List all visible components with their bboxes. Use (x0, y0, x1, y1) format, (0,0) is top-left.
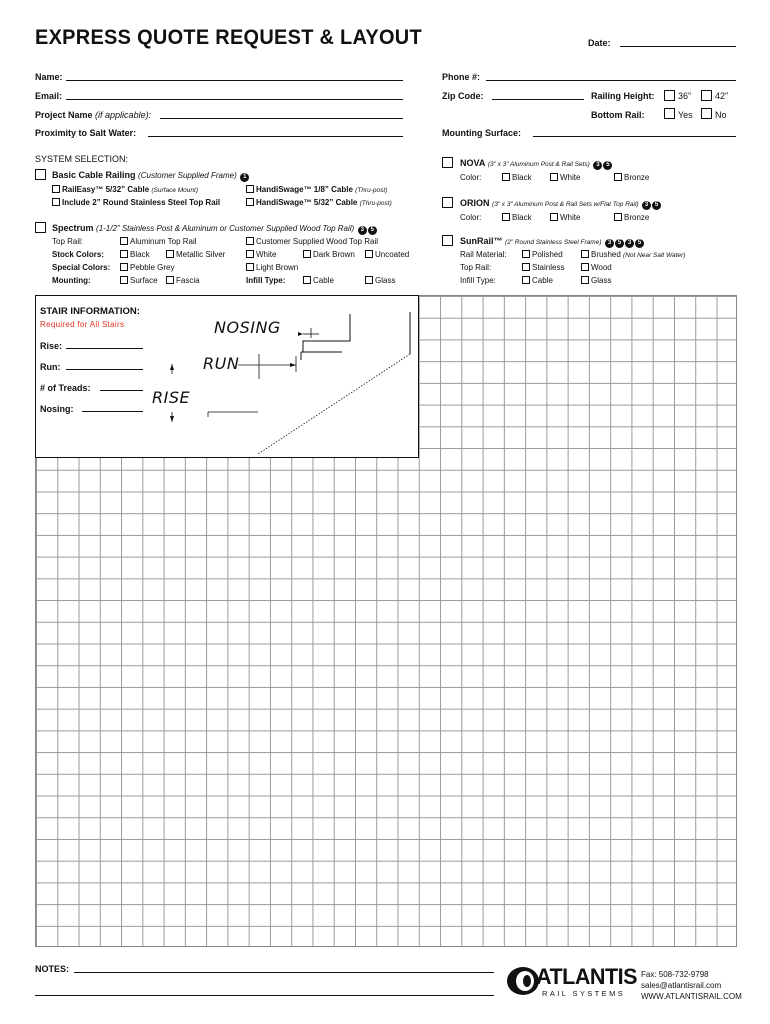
nova-black-option[interactable] (502, 173, 532, 182)
raileasy-label: RailEasy™ 5/32” Cable (62, 185, 150, 194)
rise-arrow-up-icon (170, 364, 174, 370)
spectrum-uncoated-option[interactable] (365, 250, 409, 259)
name-label: Name: (35, 72, 63, 82)
sunrail-polished-option[interactable] (522, 250, 563, 259)
handiswage-532-label: HandiSwage™ 5/32” Cable (256, 198, 358, 207)
include-top-rail-checkbox[interactable] (52, 198, 60, 206)
mounting-surface-field[interactable] (533, 136, 736, 137)
nova-checkbox[interactable] (442, 157, 453, 168)
handiswage-532-checkbox[interactable] (246, 198, 254, 206)
sunrail-wood-option[interactable] (581, 263, 612, 272)
bottom-rail-yes-label: Yes (678, 110, 693, 120)
spectrum-dark-brown-option[interactable] (303, 250, 355, 259)
diagram-run-text: RUN (203, 354, 240, 373)
orion-white-label: White (560, 213, 581, 222)
railing-height-label: Railing Height: (591, 91, 655, 101)
spectrum-light-brown-option[interactable] (246, 263, 298, 272)
spectrum-glass-label: Glass (375, 276, 396, 285)
spectrum-fascia-checkbox[interactable] (166, 276, 174, 284)
orion-bronze-checkbox[interactable] (614, 213, 622, 221)
sunrail-cable-label: Cable (532, 276, 553, 285)
proximity-field[interactable] (148, 136, 403, 137)
orion-checkbox[interactable] (442, 197, 453, 208)
rise-field[interactable] (66, 348, 143, 349)
diagram-rise-text: RISE (152, 388, 191, 407)
spectrum-white-checkbox[interactable] (246, 250, 254, 258)
spectrum-infill-label: Infill Type: (246, 276, 286, 285)
sunrail-glass-label: Glass (591, 276, 612, 285)
spectrum-wood-top-rail-label: Customer Supplied Wood Top Rail (256, 237, 378, 246)
spectrum-light-brown-checkbox[interactable] (246, 263, 254, 271)
spectrum-fascia-label: Fascia (176, 276, 200, 285)
spectrum-black-option[interactable] (120, 250, 150, 259)
badge-icon: 5 (603, 161, 612, 170)
spectrum-surface-option[interactable] (120, 276, 158, 285)
orion-white-option[interactable] (550, 213, 580, 222)
nova-white-option[interactable] (550, 173, 580, 182)
orion-black-label: Black (512, 213, 532, 222)
sunrail-brushed-note: (Not Near Salt Water) (623, 252, 686, 259)
spectrum-aluminum-top-rail-label: Aluminum Top Rail (130, 237, 197, 246)
spectrum-pebble-grey-label: Pebble Grey (130, 263, 175, 272)
spectrum-cable-checkbox[interactable] (303, 276, 311, 284)
stair-heading: STAIR INFORMATION: (40, 306, 140, 317)
spectrum-dark-brown-checkbox[interactable] (303, 250, 311, 258)
sunrail-glass-checkbox[interactable] (581, 276, 589, 284)
footer-email[interactable]: sales@atlantisrail.com (641, 981, 722, 990)
stair-information-box (35, 295, 419, 458)
sunrail-polished-label: Polished (532, 250, 563, 259)
spectrum-uncoated-label: Uncoated (375, 250, 410, 259)
sunrail-top-rail-label: Top Rail: (460, 263, 492, 272)
nova-bronze-option[interactable] (614, 173, 649, 182)
footer-fax: Fax: 508-732-9798 (641, 970, 709, 979)
handiswage-18-option[interactable] (246, 185, 387, 194)
raileasy-option[interactable] (52, 185, 198, 194)
handiswage-18-label: HandiSwage™ 1/8” Cable (256, 185, 353, 194)
orion-bronze-option[interactable] (614, 213, 649, 222)
sunrail-wood-label: Wood (591, 263, 612, 272)
proximity-label: Proximity to Salt Water: (35, 128, 137, 138)
treads-label: # of Treads: (40, 383, 91, 393)
badge-icon: 3 (605, 239, 614, 248)
orion-color-label: Color: (460, 213, 482, 222)
spectrum-metallic-silver-option[interactable] (166, 250, 225, 259)
phone-field[interactable] (486, 80, 736, 81)
page-title: EXPRESS QUOTE REQUEST & LAYOUT (35, 26, 422, 49)
nova-black-label: Black (512, 173, 532, 182)
notes-field-2[interactable] (35, 995, 494, 996)
sunrail-wood-checkbox[interactable] (581, 263, 589, 271)
orion-subtitle: (3” x 3” Aluminum Post & Rail Sets w/Flat Top Rail) (492, 201, 639, 208)
badge-icon: 3 (593, 161, 602, 170)
spectrum-black-label: Black (130, 250, 150, 259)
nova-title (460, 158, 612, 170)
sunrail-glass-option[interactable] (581, 276, 611, 285)
height-42-checkbox[interactable] (701, 90, 712, 101)
basic-cable-checkbox[interactable] (35, 169, 46, 180)
badge-icon: 3 (358, 226, 367, 235)
spectrum-wood-top-rail-option[interactable] (246, 237, 378, 246)
stair-tread-outline (301, 314, 350, 352)
spectrum-glass-option[interactable] (365, 276, 395, 285)
spectrum-glass-checkbox[interactable] (365, 276, 373, 284)
handiswage-18-checkbox[interactable] (246, 185, 254, 193)
orion-title (460, 198, 661, 210)
sunrail-name: SunRail™ (460, 236, 503, 246)
orion-black-checkbox[interactable] (502, 213, 510, 221)
nova-white-label: White (560, 173, 581, 182)
spectrum-title (52, 223, 377, 235)
nova-subtitle: (3” x 3” Aluminum Post & Rail Sets) (487, 161, 590, 168)
orion-name: ORION (460, 198, 490, 208)
sunrail-cable-checkbox[interactable] (522, 276, 530, 284)
logo-subtitle: RAIL SYSTEMS (542, 989, 626, 998)
project-name-hint: (if applicable): (95, 110, 152, 120)
spectrum-fascia-option[interactable] (166, 276, 200, 285)
raileasy-note: (Surface Mount) (151, 187, 198, 194)
handiswage-532-option[interactable] (246, 198, 392, 207)
handiswage-532-note: (Thru-post) (359, 200, 392, 207)
include-top-rail-option[interactable] (52, 198, 220, 207)
spectrum-black-checkbox[interactable] (120, 250, 128, 258)
orion-white-checkbox[interactable] (550, 213, 558, 221)
nova-color-label: Color: (460, 173, 482, 182)
project-name-label (35, 110, 151, 120)
sunrail-brushed-label: Brushed (591, 250, 621, 259)
date-label: Date: (588, 38, 611, 48)
badge-icon: 5 (652, 201, 661, 210)
stair-diagram (146, 304, 416, 454)
badge-icon: 1 (240, 173, 249, 182)
badge-icon: 3 (625, 239, 634, 248)
notes-label: NOTES: (35, 964, 70, 974)
spectrum-checkbox[interactable] (35, 222, 46, 233)
spectrum-light-brown-label: Light Brown (256, 263, 299, 272)
project-name-field[interactable] (160, 118, 403, 119)
height-36-label: 36” (678, 91, 692, 101)
nova-bronze-label: Bronze (624, 173, 650, 182)
sunrail-stainless-label: Stainless (532, 263, 565, 272)
spectrum-white-option[interactable] (246, 250, 276, 259)
nova-name: NOVA (460, 158, 486, 168)
spectrum-surface-checkbox[interactable] (120, 276, 128, 284)
spectrum-surface-label: Surface (130, 276, 158, 285)
height-42-label: 42” (715, 91, 729, 101)
spectrum-top-rail-label: Top Rail: (52, 237, 84, 246)
logo-mark-icon (506, 966, 540, 996)
treads-field[interactable] (100, 390, 143, 391)
sunrail-checkbox[interactable] (442, 235, 453, 246)
spectrum-aluminum-top-rail-checkbox[interactable] (120, 237, 128, 245)
spectrum-metallic-silver-checkbox[interactable] (166, 250, 174, 258)
sunrail-cable-option[interactable] (522, 276, 553, 285)
spectrum-metallic-silver-label: Metallic Silver (176, 250, 226, 259)
rise-arrow-down-icon (170, 416, 174, 422)
spectrum-name: Spectrum (52, 223, 94, 233)
sunrail-stainless-checkbox[interactable] (522, 263, 530, 271)
spectrum-pebble-grey-option[interactable] (120, 263, 174, 272)
include-top-rail-label: Include 2” Round Stainless Steel Top Rail (62, 198, 221, 207)
basic-cable-subtitle: (Customer Supplied Frame) (138, 171, 237, 180)
nosing-arrow-icon (298, 332, 303, 336)
spectrum-stock-colors-label: Stock Colors: (52, 250, 105, 259)
system-selection-heading: SYSTEM SELECTION: (35, 154, 129, 164)
badge-icon: 5 (368, 226, 377, 235)
badge-icon: 5 (635, 239, 644, 248)
orion-black-option[interactable] (502, 213, 532, 222)
sunrail-infill-label: Infill Type: (460, 276, 496, 285)
spectrum-dark-brown-label: Dark Brown (313, 250, 355, 259)
spectrum-subtitle: (1-1/2” Stainless Post & Aluminum or Customer Supplied Wood Top Rail) (96, 224, 355, 233)
spectrum-pebble-grey-checkbox[interactable] (120, 263, 128, 271)
height-36-checkbox[interactable] (664, 90, 675, 101)
run-label: Run: (40, 362, 61, 372)
zip-label: Zip Code: (442, 91, 484, 101)
nosing-field[interactable] (82, 411, 143, 412)
sunrail-brushed-option[interactable] (581, 250, 685, 259)
run-field[interactable] (66, 369, 143, 370)
sunrail-brushed-checkbox[interactable] (581, 250, 589, 258)
badge-icon: 5 (615, 239, 624, 248)
zip-field[interactable] (492, 99, 584, 100)
name-field[interactable] (66, 80, 403, 81)
spectrum-cable-label: Cable (313, 276, 334, 285)
nova-bronze-checkbox[interactable] (614, 173, 622, 181)
bottom-rail-yes-checkbox[interactable] (664, 108, 675, 119)
phone-label: Phone #: (442, 72, 481, 82)
project-name-text: Project Name (35, 110, 93, 120)
footer-website[interactable]: WWW.ATLANTISRAIL.COM (641, 992, 742, 1001)
nova-white-checkbox[interactable] (550, 173, 558, 181)
mounting-surface-label: Mounting Surface: (442, 128, 521, 138)
orion-bronze-label: Bronze (624, 213, 650, 222)
basic-cable-title (52, 170, 249, 182)
sunrail-stainless-option[interactable] (522, 263, 564, 272)
sunrail-subtitle: (2” Round Stainless Steel Frame) (505, 239, 602, 246)
run-arrow-icon (290, 363, 296, 367)
spectrum-wood-top-rail-checkbox[interactable] (246, 237, 254, 245)
stair-stringer-diagonal (258, 354, 410, 454)
logo-wordmark: ATLANTIS (536, 964, 638, 989)
spectrum-white-label: White (256, 250, 277, 259)
stair-required-note: Required for All Stairs (40, 320, 125, 329)
email-label: Email: (35, 91, 63, 101)
raileasy-checkbox[interactable] (52, 185, 60, 193)
handiswage-18-note: (Thru-post) (355, 187, 388, 194)
sunrail-polished-checkbox[interactable] (522, 250, 530, 258)
badge-icon: 3 (642, 201, 651, 210)
sunrail-title (460, 236, 644, 248)
notes-field-1[interactable] (74, 972, 494, 973)
nova-black-checkbox[interactable] (502, 173, 510, 181)
basic-cable-name: Basic Cable Railing (52, 170, 136, 180)
spectrum-cable-option[interactable] (303, 276, 334, 285)
date-field[interactable] (620, 46, 736, 47)
spectrum-aluminum-top-rail-option[interactable] (120, 237, 197, 246)
nosing-label: Nosing: (40, 404, 74, 414)
spectrum-special-colors-label: Special Colors: (52, 263, 111, 272)
rise-label: Rise: (40, 341, 63, 351)
diagram-nosing-text: NOSING (214, 318, 281, 337)
atlantis-logo (506, 962, 638, 1002)
email-field[interactable] (66, 99, 403, 100)
bottom-rail-no-label: No (715, 110, 727, 120)
spectrum-uncoated-checkbox[interactable] (365, 250, 373, 258)
bottom-rail-no-checkbox[interactable] (701, 108, 712, 119)
bottom-rail-label: Bottom Rail: (591, 110, 645, 120)
spectrum-mounting-label: Mounting: (52, 276, 91, 285)
sunrail-rail-material-label: Rail Material: (460, 250, 507, 259)
